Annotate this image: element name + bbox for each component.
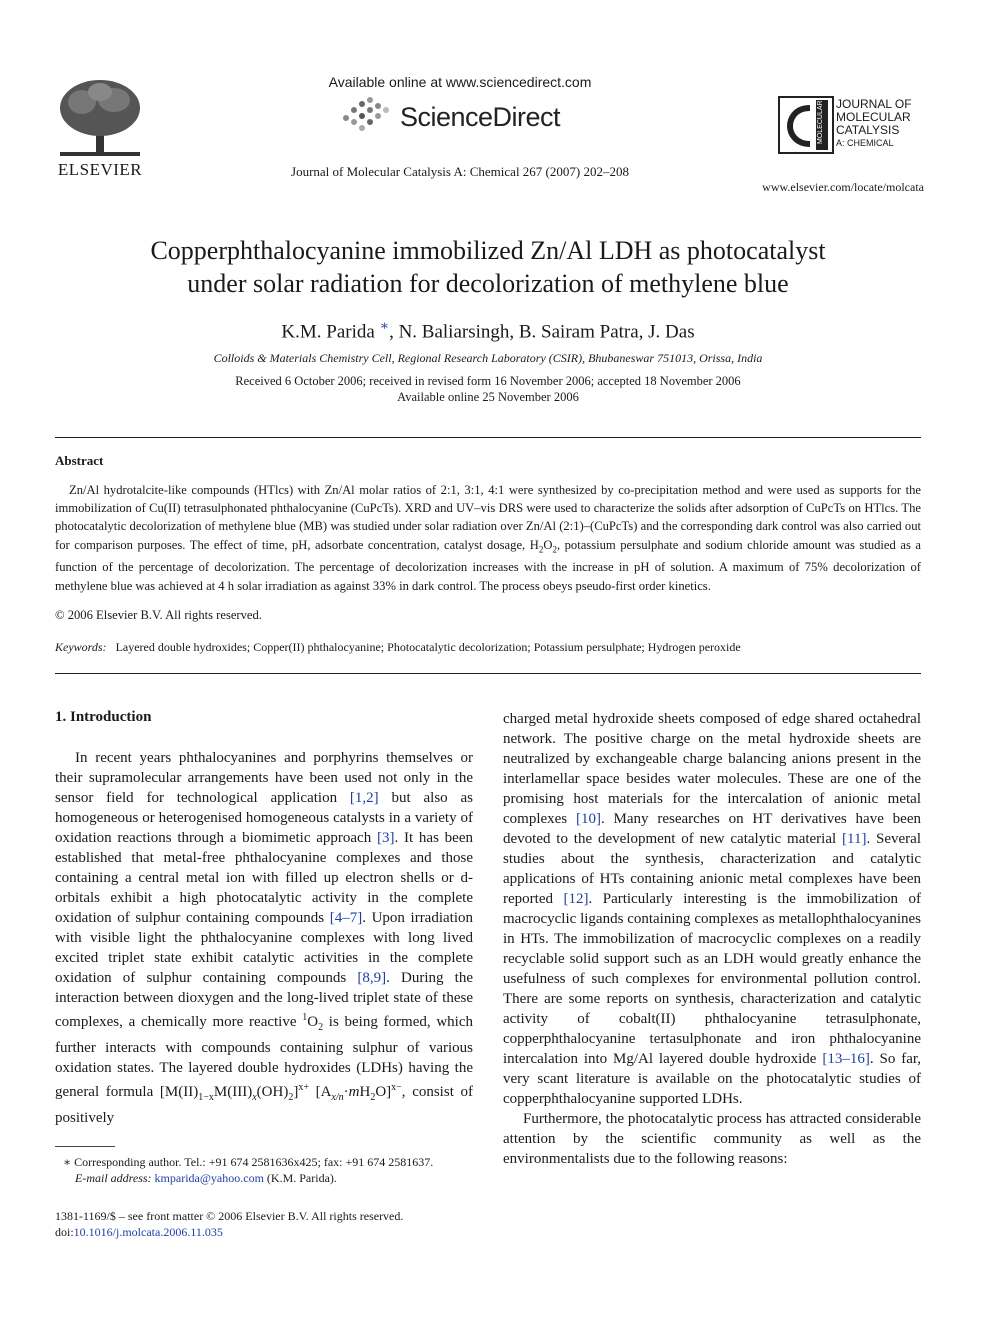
ref-4-7[interactable]: [4–7] xyxy=(329,910,363,926)
intro-paragraph-1: In recent years phthalocyanines and porphyrins themselves or their supramolecular arrangements have been used not only in the sensor field for technological application [1,2] but also as homogeneous or heterogenised homogeneous catalysts in a variety of oxidation reactions through a biomimetic approach [3]. It has been established that metal-free phthalocyanine complexes and those containing a central metal ion with filled up electron shells or d-orbitals exhibit a high photocatalytic activity in the complete oxidation of sulphur containing compounds [4–7]. Upon irradiation with visible light the phthalocyanine complexes with long lived excited triplet state exhibit catalytic activities in the complete oxidation of sulphur containing compounds [8,9]. During the interaction between dioxygen and the long-lived triplet state of these complexes, a chemically more reactive $^1O_2$ is being formed, which further interacts with compounds containing sulphur of various oxidation states. The layered double hydroxides (LDHs) having the general formula $[M(II)_{1-x}M(III)_x(OH)_2]^{x+}$ $[A_{x/n}\cdot mH_2O]^{x-}$, consist of positively xyxy=(55,750,474,1126)
abstract-heading: Abstract xyxy=(55,453,104,468)
keywords-list: Layered double hydroxides; Copper(II) phthalocyanine; Photocatalytic decolorization; Potassium persulphate; Hydrogen peroxide xyxy=(115,640,741,654)
elsevier-tree-icon xyxy=(52,76,148,160)
authors-rest: , N. Baliarsingh, B. Sairam Patra, J. Das xyxy=(389,321,695,343)
ref-12[interactable]: [12] xyxy=(563,891,589,907)
footnote-email: E-mail address: kmparida@yahoo.com (K.M. Parida). xyxy=(75,1171,337,1185)
keywords-label: Keywords: xyxy=(55,640,107,654)
ref-8-9[interactable]: [8,9] xyxy=(357,970,387,986)
journal-logo xyxy=(778,96,924,158)
footnote-corresponding: ∗ Corresponding author. Tel.: +91 674 2581636x425; fax: +91 674 2581637. xyxy=(63,1155,434,1169)
ldh-formula: $[M(II)_{1-x}M(III)_x(OH)_2]^{x+}$ $[A_{x/n}\cdot mH_2O]^{x-}$ xyxy=(159,1082,402,1103)
journal-url[interactable]: www.elsevier.com/locate/molcata xyxy=(762,180,924,194)
ref-13-16[interactable]: [13–16] xyxy=(822,1051,870,1067)
sciencedirect-dots-icon xyxy=(340,96,396,136)
abstract-text-1: Zn/Al hydrotalcite-like compounds (HTlcs) with Zn/Al molar ratios of 2:1, 3:1, 4:1 were synthesized by co-precipitation method and were used as supports for the immobilization of Cu(II) tetrasulphonated phthalocyanine (CuPcTs). XRD and UV–vis DRS were used to characterize the solids after adsorption of CuPcTs on HTlcs. The photocatalytic decolorization of methylene blue (MB) was studied under solar radiation over Zn/Al (2:1)–(CuPcTs) and the corresponding dark control was also carried out for comparison purposes. The effect of time, pH, adsorbate concentration, catalyst dosage, xyxy=(55,483,921,552)
abstract-bottom-rule xyxy=(55,673,921,674)
footnote xyxy=(55,1154,473,1186)
article-title-line1: Copperphthalocyanine immobilized Zn/Al LDH as photocatalyst xyxy=(150,236,826,265)
available-online: Available online at www.sciencedirect.com xyxy=(328,74,592,90)
intro-paragraph-1-continued: charged metal hydroxide sheets composed of edge shared octahedral network. The positive charge on the metal hydroxide sheets are neutralized by exchangeable charge balancing anions present in the interlamellar space besides water molecules. These are one of the promising host materials for the intercalation of anionic metal complexes [10]. Many researches on HT derivatives have been devoted to the development of new catalytic material [11]. Several studies about the synthesis, characterization and catalytic applications of HTs containing anionic metal complexes have been reported [12]. Particularly interesting is the immobilization of macrocyclic ligands containing complexes as metallophthalocyanines in HTs. The immobilization of macrocyclic complexes on a readily recyclable solid support such as an LDH would greatly enhance the usefulness of such complexes for environmental pollution control. There are some reports on synthesis, characterization and catalytic activity of cobalt(II) phthalocyanine tetrasulphonate, copperphthalocyanine tertasulphonate and iron phthalocyanine intercalation into Mg/Al layered double hydroxide [13–16]. So far, very scant literature is available on the photocatalytic studies of copperphthalocyanine supported LDHs. xyxy=(503,711,922,1107)
doi-link[interactable]: 10.1016/j.molcata.2006.11.035 xyxy=(73,1225,223,1239)
abstract-text-2: , potassium persulphate and sodium chloride amount was studied as a function of the percentage of decolorization. The percentage of decolorization increases with the increase in pH of solution. A maximum of 75% decolorization of methylene blue was achieved at 4 h solar irradiation as against 33% in dark control. The process obeys pseudo-first order kinetics. xyxy=(55,537,921,593)
author-first: K.M. Parida xyxy=(281,321,375,343)
article-title xyxy=(60,234,916,300)
journal-logo-line3: CATALYSIS xyxy=(836,123,900,137)
footnote-rule xyxy=(55,1146,115,1147)
affiliation: Colloids & Materials Chemistry Cell, Regional Research Laboratory (CSIR), Bhubaneswar 751013, Orissa, India xyxy=(213,351,763,365)
ref-3[interactable]: [3] xyxy=(376,830,395,846)
journal-logo-line4: A: CHEMICAL xyxy=(836,138,894,148)
elsevier-wordmark: ELSEVIER xyxy=(57,160,143,179)
journal-c-mark-icon xyxy=(780,98,832,152)
journal-logo-line2: MOLECULAR xyxy=(836,110,911,124)
journal-logo-line1: JOURNAL OF xyxy=(836,97,912,111)
abstract-body xyxy=(55,481,921,595)
top-rule xyxy=(55,437,921,438)
journal-citation: Journal of Molecular Catalysis A: Chemical 267 (2007) 202–208 xyxy=(291,164,629,179)
issn-line: 1381-1169/$ – see front matter © 2006 Elsevier B.V. All rights reserved. xyxy=(55,1209,404,1223)
abstract-copyright: © 2006 Elsevier B.V. All rights reserved. xyxy=(55,608,262,622)
sciencedirect-logo xyxy=(340,94,590,140)
intro-heading: 1. Introduction xyxy=(55,709,152,725)
journal-logo-box xyxy=(778,96,834,154)
ref-11[interactable]: [11] xyxy=(842,831,867,847)
ref-10[interactable]: [10] xyxy=(575,811,601,827)
available-date: Available online 25 November 2006 xyxy=(397,390,579,404)
keywords xyxy=(55,640,921,655)
intro-left-column xyxy=(55,748,473,1128)
author-email-link[interactable]: kmparida@yahoo.com xyxy=(154,1171,264,1185)
article-title-line2: under solar radiation for decolorization of methylene blue xyxy=(187,269,789,298)
sciencedirect-wordmark: ScienceDirect xyxy=(400,102,561,132)
authors xyxy=(60,318,916,343)
singlet-oxygen: $^1O_2$ xyxy=(302,1012,324,1033)
received-dates: Received 6 October 2006; received in revised form 16 November 2006; accepted 18 November 2006 xyxy=(235,374,741,388)
intro-right-column xyxy=(503,709,921,1169)
intro-paragraph-2: Furthermore, the photocatalytic process has attracted considerable attention by the scientific community as well as the environmentalists due to the following reasons: xyxy=(503,1111,921,1167)
elsevier-logo xyxy=(52,76,148,180)
doi-line: doi:10.1016/j.molcata.2006.11.035 xyxy=(55,1225,223,1239)
h2o2-formula: $H_2O_2$ xyxy=(529,537,557,555)
journal-logo-side-text: MOLECULAR xyxy=(817,100,824,144)
ref-1-2[interactable]: [1,2] xyxy=(349,790,379,806)
corresponding-author-mark[interactable]: ∗ xyxy=(379,319,390,334)
